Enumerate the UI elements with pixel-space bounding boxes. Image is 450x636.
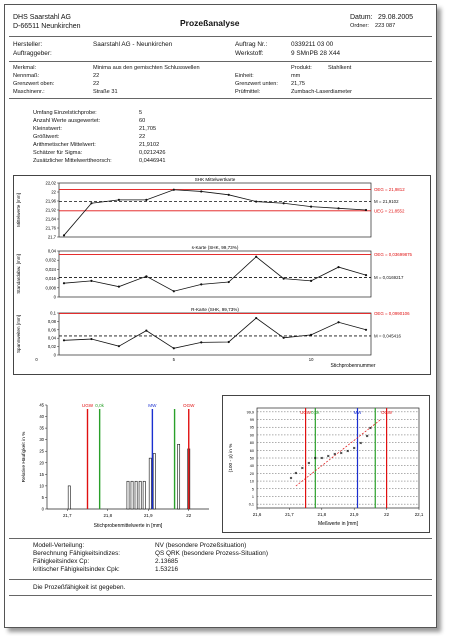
y-tick-label: 10 [249,479,254,484]
data-point [145,199,147,201]
data-point [255,317,257,319]
y-tick-label: 20 [249,471,254,476]
y-tick-label: 0 [53,294,56,300]
order-value: 223 087 [375,23,396,29]
werkstoff-value: 9 SMnPB 28 X44 [291,50,341,57]
y-tick-label: 0 [41,506,44,512]
limit-marker-label: UGW [300,410,311,415]
limit-marker-label: MW [353,410,362,415]
y-tick-label: 35 [39,425,44,431]
merkmal-label: Merkmal: [13,65,36,71]
order-label: Ordner: [350,23,369,29]
y-tick-label: 40 [249,464,254,469]
y-axis-label: Mittelwerte [mm] [16,193,21,227]
report-page [4,4,437,628]
y-tick-label: 0,008 [45,285,56,291]
data-point [310,334,312,336]
gw-unten-value: 21,75 [291,81,305,87]
maschine-label: Maschinenr.: [13,89,45,95]
y-tick-label: 99 [249,418,254,423]
stat-value: 0,0212426 [139,150,166,156]
y-tick-label: 21,7 [47,234,56,239]
data-point [118,199,120,201]
y-axis-label: Relative Häufigkeit in % [22,431,27,483]
x-tick-label: 21,6 [252,512,262,517]
y-tick-label: 30 [39,437,44,443]
histogram-bar [68,486,70,509]
modell-label: Modell-Verteilung: [33,542,85,549]
date-label: Datum: [350,14,373,21]
data-point [200,341,202,343]
y-tick-label: 0,032 [45,257,56,263]
footer-divider-1 [9,538,432,539]
series-line [64,190,366,236]
chart-title: R-Karte (SHK, 99,73%) [191,307,239,312]
data-point [90,280,92,282]
data-point [145,275,147,277]
data-point [118,286,120,288]
auftraggeber-label: Auftraggeber: [13,50,52,57]
x-tick-label: 22,1 [414,512,424,517]
x-tick-label: 21,9 [349,512,359,517]
data-point [283,278,285,280]
x-tick-label: 21,8 [103,513,113,518]
y-tick-label: 40 [39,414,44,420]
data-point [118,345,120,347]
y-tick-label: 10 [39,483,44,489]
x-tick-label: 21,7 [62,513,72,518]
stat-label: Zusätzlicher Mittelwerttheorsch: [33,158,112,164]
mean-control-chart [13,175,429,239]
data-point [255,200,257,202]
y-tick-label: 50 [249,456,254,461]
y-tick-label: 22 [51,189,56,195]
y-tick-label: 0,016 [45,276,56,282]
limit-label: M = 0,045416 [374,333,401,339]
y-tick-label: 21,92 [45,207,56,213]
berechnung-label: Berechnung Fähigkeitsindizes: [33,550,121,557]
y-tick-label: 45 [39,402,44,408]
x-tick-label: 22 [186,513,192,518]
series-line [64,318,366,348]
y-tick-label: 15 [39,471,44,477]
conclusion-text: Die Prozeßfähigkeit ist gegeben. [33,584,126,591]
produkt-value: Stahlkent [328,65,352,71]
histogram-chart [13,399,213,531]
berechnung-value: QS QRK (besondere Prozess-Situation) [155,550,268,557]
date-value: 29.08.2005 [378,14,414,21]
limit-label: M = 0,0169217 [374,275,404,281]
y-tick-label: 90 [249,433,254,438]
histogram-bar [139,481,141,509]
limit-label: UEG = 21,8552 [374,208,405,214]
stat-value: 60 [139,118,146,124]
hersteller-label: Hersteller: [13,41,43,48]
x-axis-label: Stichprobenmittelwerte in [mm] [93,523,163,529]
stat-value: 21,9102 [139,142,160,148]
cpk-label: kritischer Fähigkeitsindex Cpk: [33,566,120,573]
modell-value: NV (besondere Prozeßsituation) [155,542,247,549]
y-tick-label: 21,96 [45,198,56,204]
data-point [145,330,147,332]
stat-label: Umfang Einzelstichprobe: [33,110,97,116]
data-point [173,347,175,349]
data-point [365,329,367,331]
data-point [337,266,339,268]
r-control-chart [13,305,429,373]
limit-marker-label: 0,0k [95,403,104,408]
x-tick-label: 21,7 [285,512,294,517]
histogram-bar [127,481,129,509]
x-tick-label: 10 [308,357,314,362]
x-axis-label: Stichprobennummer [330,363,376,369]
histogram-bar [149,458,151,509]
y-tick-label: 0,024 [45,266,56,272]
probability-plot-chart [223,396,428,530]
data-point [337,321,339,323]
stat-label: Größtwert: [33,134,60,140]
y-tick-label: 5 [251,487,254,492]
maschine-value: Straße 31 [93,89,118,95]
histogram-bar [131,481,133,509]
einheit-value: mm [291,73,301,79]
limit-marker-label: MW [148,403,157,408]
cp-value: 2.13685 [155,558,179,565]
data-point [283,202,285,204]
stat-label: Anzahl Werte ausgewertet: [33,118,101,124]
y-tick-label: 20 [39,460,44,466]
footer-divider-3 [9,595,432,596]
data-point [200,283,202,285]
hersteller-value: Saarstahl AG - Neunkirchen [93,41,173,48]
data-point [228,341,230,343]
data-point [365,274,367,276]
s-control-chart [13,243,429,301]
histogram-bar [153,454,155,509]
auftrag-label: Auftrag Nr.: [235,41,268,48]
limit-marker-label: 0,0k [311,410,320,415]
y-axis-label: (100 - p) in % [229,443,234,473]
data-point [365,209,367,211]
y-axis-label: Spannweiten [mm] [16,314,21,354]
histogram-bar [143,481,145,509]
y-axis-label: Standardabw. [mm] [16,254,21,294]
y-tick-label: 95 [249,425,254,430]
limit-label: M = 21,9102 [374,199,399,205]
y-tick-label: 80 [249,441,254,446]
gw-oben-value: 22 [93,81,100,87]
y-tick-label: 25 [39,448,44,454]
x-tick-label: 21,8 [317,512,327,517]
data-point [63,234,65,236]
stat-label: Kleinstwert: [33,126,62,132]
company-address: D-66511 Neunkirchen [13,23,81,30]
histogram-bar [135,481,137,509]
limit-marker-label: UGW [81,403,94,408]
limit-label: OEG = 21,9812 [374,187,405,193]
y-tick-label: 0,1 [248,502,254,507]
plot-area [59,313,371,355]
data-point [90,338,92,340]
x-axis-label: Meßwerte in [mm] [317,521,359,527]
company-name: DHS Saarstahl AG [13,14,71,21]
x-tick-label: 5 [172,357,175,362]
data-point [283,337,285,339]
y-tick-label: 21,84 [45,216,56,222]
stat-label: Schätzer für Sigma: [33,150,83,156]
y-tick-label: 60 [249,448,254,453]
auftrag-value: 0339211 03 00 [291,41,334,48]
limit-label: OEG = 0,0990106 [374,310,410,316]
produkt-label: Produkt: [291,65,312,71]
y-tick-label: 0,04 [47,248,56,254]
info-divider-1 [9,61,432,62]
header-divider [9,36,432,37]
data-point [173,189,175,191]
chart-title: s-Karte (SHK, 99,73%) [191,245,239,250]
x-tick-label: 21,9 [143,513,153,518]
nennmass-label: Nennmaß: [13,73,40,79]
nennmass-value: 22 [93,73,100,79]
stat-value: 5 [139,110,143,116]
data-point [228,281,230,283]
gw-unten-label: Grenzwert unten: [235,81,278,87]
gw-oben-label: Grenzwert oben: [13,81,55,87]
x-tick-label: 22 [384,512,390,517]
y-tick-label: 22,02 [45,180,56,186]
stat-value: 0,0446941 [139,158,166,164]
data-point [173,290,175,292]
pruefmittel-label: Prüfmittel: [235,89,261,95]
data-point [337,207,339,209]
histogram-bar [178,444,180,509]
limit-marker-label: OGW [381,410,393,415]
data-point [228,194,230,196]
y-tick-label: 5 [41,494,44,500]
merkmal-value: Minima aus den gemischten Schlusswellen [93,65,200,71]
data-point [310,280,312,282]
series-line [64,257,366,292]
footer-divider-2 [9,579,432,580]
y-tick-label: 21,76 [45,225,56,231]
data-point [200,190,202,192]
data-point [310,206,312,208]
y-tick-label: 0,04 [47,335,56,341]
stat-value: 22 [139,134,146,140]
cp-label: Fähigkeitsindex Cp: [33,558,90,565]
y-tick-label: 0,1 [50,310,56,316]
data-point [255,256,257,258]
werkstoff-label: Werkstoff: [235,50,264,57]
chart-title: SHK Mittelwertkarte [194,177,236,182]
y-tick-label: 99,9 [246,410,254,415]
y-tick-label: 0,06 [47,327,56,333]
stat-value: 21,705 [139,126,157,132]
data-point [90,202,92,204]
fit-line [296,420,380,486]
info-divider-2 [9,98,432,99]
data-point [63,339,65,341]
y-tick-label: 0,02 [47,344,56,350]
limit-label: OEG = 0,03699875 [374,251,412,257]
pruefmittel-value: Zumbach-Laserdiameter [291,89,352,95]
page-title: Prozeßanalyse [180,18,240,28]
plot-area [59,183,371,237]
y-tick-label: 0,08 [47,318,56,324]
limit-marker-label: OGW [183,403,195,408]
x-tick-label: 0 [35,357,38,362]
cpk-value: 1.53216 [155,566,179,573]
einheit-label: Einheit: [235,73,254,79]
stat-label: Arithmetischer Mittelwert: [33,142,96,148]
data-point [63,282,65,284]
y-tick-label: 1 [251,494,254,499]
y-tick-label: 0 [53,352,56,358]
